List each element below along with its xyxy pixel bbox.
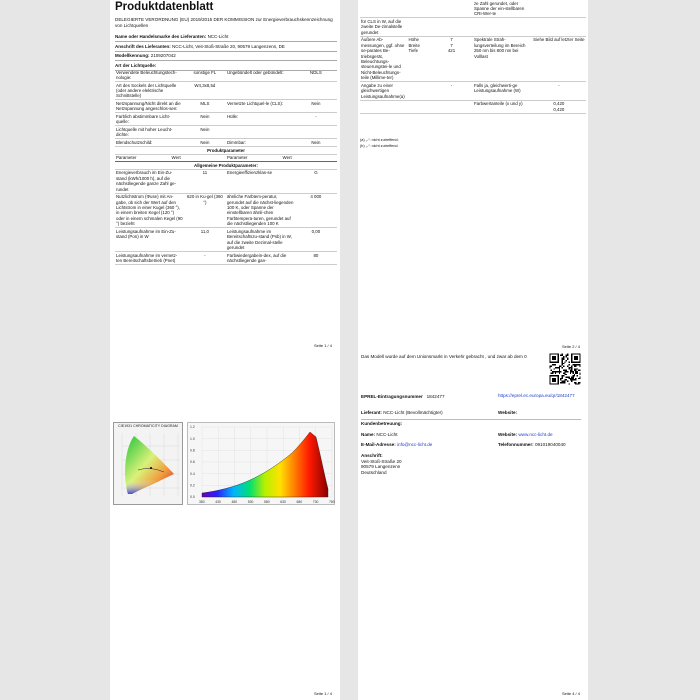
table-cell bbox=[295, 82, 337, 100]
table-cell: 11,0 bbox=[184, 228, 226, 252]
table-cell: - bbox=[295, 113, 337, 126]
params-table bbox=[115, 170, 337, 265]
table-cell: 0,00 bbox=[295, 228, 337, 252]
table-cell: Siehe Bild auf letzter Seite bbox=[532, 36, 586, 81]
table-cell: NDLS bbox=[295, 69, 337, 82]
table-cell bbox=[226, 82, 295, 100]
spectrum-svg bbox=[188, 423, 336, 506]
table-row bbox=[115, 252, 337, 265]
website-row: Website: bbox=[498, 410, 518, 415]
page-4 bbox=[358, 344, 588, 700]
table-cell: Energieverbrauch im Ein-Zu-stand (kWh/1000 h), auf die nächstliegende ganze Zahl ge-rundet bbox=[115, 170, 184, 193]
x-tick-label: 680 bbox=[296, 500, 303, 504]
page-1 bbox=[110, 0, 340, 352]
table-cell: - bbox=[430, 82, 473, 100]
table-cell: 620 in Ku-gel (360 °) bbox=[184, 193, 226, 228]
table-cell: - bbox=[532, 82, 586, 100]
spectrum-curve bbox=[202, 432, 328, 497]
y-tick-label: 0.0 bbox=[190, 495, 195, 500]
footnote: (a) „-“: nicht zutreffend; bbox=[360, 138, 399, 142]
table-cell bbox=[407, 100, 430, 113]
table-row bbox=[115, 100, 337, 113]
table-cell: 11 bbox=[184, 170, 226, 193]
column-header: Wert bbox=[171, 154, 227, 162]
table-cell bbox=[407, 18, 430, 36]
supplier-name-field: Name oder Handelsmarke des Lieferanten: NCC-Licht bbox=[115, 33, 337, 42]
page-title: Produktdatenblatt bbox=[115, 1, 214, 13]
page-footer-top: Seite 2 / 4 bbox=[561, 344, 580, 349]
table-cell: Nein bbox=[295, 100, 337, 113]
table-cell bbox=[430, 100, 473, 113]
table-cell: Farbwertanteile (x und y) bbox=[473, 100, 532, 113]
table-row bbox=[360, 0, 586, 18]
page-footer: Seite 1 / 4 bbox=[313, 691, 332, 696]
y-tick-label: 0.8 bbox=[190, 448, 195, 453]
table-cell: für CLS in W, auf die zweite De-zimalstelle gerundet bbox=[360, 18, 407, 36]
y-tick-label: 1.0 bbox=[190, 436, 195, 441]
page-2 bbox=[358, 0, 588, 352]
table-cell: Farbwiedergabein-dex, auf die nächstliegende gan- bbox=[226, 252, 295, 265]
x-tick-label: 730 bbox=[312, 500, 319, 504]
cie-title: CIE1931 CHROMATICITY DIAGRAM bbox=[118, 424, 178, 428]
care-website-row: Website: www.ncc-licht.de bbox=[498, 432, 553, 437]
page-3 bbox=[110, 352, 340, 700]
table-row bbox=[115, 170, 337, 193]
address-row: Anschrift: Veit-Stoß-Straße 20 90579 Langenzenn Deutschland bbox=[361, 453, 402, 475]
table-cell: 4 000 bbox=[295, 193, 337, 228]
email-row: E-Mail-Adresse: info@ncc-licht.de bbox=[361, 442, 433, 447]
table-cell: Leistungsaufnahme im Bereitschaftszu-stand (Psb) in W, auf die zweite Dezimal-stelle gerundet bbox=[226, 228, 295, 252]
x-tick-label: 780 bbox=[329, 500, 335, 504]
table-cell bbox=[430, 18, 473, 36]
email-link[interactable]: info@ncc-licht.de bbox=[397, 442, 433, 447]
table-row bbox=[115, 82, 337, 100]
table-cell: Farblich abstimmbare Licht-quelle: bbox=[115, 113, 184, 126]
y-tick-label: 0.2 bbox=[190, 483, 195, 488]
table-row bbox=[115, 126, 337, 139]
table-row bbox=[360, 100, 586, 113]
table-cell bbox=[532, 18, 586, 36]
table-cell bbox=[407, 82, 430, 100]
x-tick-label: 430 bbox=[215, 500, 221, 504]
table-cell: Verwendete Beleuchtungstech-nologie: bbox=[115, 69, 184, 82]
table-cell: 0,420 0,420 bbox=[532, 100, 586, 113]
table-cell: Spektrale Strah-lungsverteilung im Bereich 250 nm bis 800 nm bei Volllast bbox=[473, 36, 532, 81]
x-tick-label: 630 bbox=[280, 500, 286, 504]
table-cell: sonstige FL bbox=[184, 69, 226, 82]
column-header: Parameter bbox=[115, 154, 171, 162]
table-row bbox=[115, 113, 337, 126]
section-params: Produktparameter bbox=[115, 147, 337, 154]
cie-chromaticity-image bbox=[114, 428, 184, 504]
table-cell bbox=[360, 100, 407, 113]
table-cell: Höhe Breite Tiefe bbox=[407, 36, 430, 81]
table-cell: Äußere Ab-messungen, ggf. ohne se-parates Be-triebsgerät, Beleuchtungs-steuerungstei-le und Nicht-Beleuchtungs-teile (Millime-ter) bbox=[360, 36, 407, 81]
x-tick-label: 480 bbox=[231, 500, 238, 504]
website-link[interactable]: www.ncc-licht.de bbox=[518, 432, 553, 437]
table-cell: ze Zahl gerundet, oder Spanne der ein-stellbaren CRI-Wer-te bbox=[473, 0, 532, 18]
table-cell: Ungebündelt oder gebündelt: bbox=[226, 69, 295, 82]
table-cell: Nutzlichtstrom (Φuse) mit An-gabe, ob sich der Wert auf den Lichtstrom in einer Kugel (360 °), in einem breiten Kegel (120 °) oder in einem schmalen Kegel (90 °) bezieht bbox=[116, 194, 183, 227]
model-field: Modellkennung: 2109207042 bbox=[115, 52, 337, 61]
table-cell: Nein bbox=[184, 113, 226, 126]
table-cell: Falls ja, gleichwerti-ge Leistungsaufnahme (W) bbox=[473, 82, 532, 100]
table-cell: 80 bbox=[295, 252, 337, 265]
table-row bbox=[360, 18, 586, 36]
eprel-link[interactable]: https://eprel.ec.europa.eu/qr/1842477 bbox=[498, 393, 575, 398]
care-name-row: Name: NCC-Licht bbox=[361, 432, 398, 437]
table-row bbox=[360, 82, 586, 100]
column-header: Parameter bbox=[226, 154, 282, 162]
table-cell: W4,3x8,5d bbox=[184, 82, 226, 100]
x-tick-label: 380 bbox=[199, 500, 205, 504]
table-cell: Nein bbox=[184, 139, 226, 147]
table-cell: 7 7 421 bbox=[430, 36, 473, 81]
qr-code bbox=[548, 352, 582, 386]
regulation-subtitle: DELEGIERTE VERORDNUNG (EU) 2019/2015 DER KOMMISSION zur Energieverbrauchskennzeichnung von Lichtquellen bbox=[115, 17, 333, 28]
table-cell bbox=[473, 18, 532, 36]
product-table bbox=[115, 69, 337, 265]
divider bbox=[361, 419, 581, 420]
page-footer: Seite 4 / 4 bbox=[561, 691, 580, 696]
table-cell bbox=[226, 126, 295, 139]
x-tick-label: 530 bbox=[247, 500, 254, 504]
table-cell: MLS bbox=[184, 100, 226, 113]
light-source-table bbox=[115, 69, 337, 147]
phone-row: Telefonnummer: 091019040040 bbox=[498, 442, 566, 447]
table-cell bbox=[360, 0, 407, 18]
table-cell: Netzspannung/Nicht direkt an die Netzspannung angeschlos-sen: bbox=[115, 100, 184, 113]
footnote: (b) „-“: nicht zutreffend. bbox=[360, 144, 399, 148]
table-row bbox=[115, 193, 337, 228]
y-tick-label: 0.4 bbox=[190, 471, 195, 476]
page-footer: Seite 1 / 4 bbox=[313, 343, 332, 348]
supplier-fields bbox=[115, 33, 337, 71]
table-cell: ähnliche Farbtem-peratur, gerundet auf die nächst-liegenden 100 K, oder Spanne der einstellbaren ähnli-chen Farbtempera-turen, gerundet auf die nächstliegenden 100 K bbox=[226, 194, 294, 227]
market-banner: Das Modell wurde auf dem Unionsmarkt in Verkehr gebracht , und zwar ab dem 0 bbox=[361, 354, 527, 359]
table-cell: G bbox=[295, 170, 337, 193]
table-cell: Angabe zu einer gleichwertigen Leistungsaufnahme(a) bbox=[360, 82, 407, 100]
table-row bbox=[115, 228, 337, 252]
x-tick-label: 580 bbox=[264, 500, 270, 504]
supplier-address-field: Anschrift des Lieferanten: NCC-Licht, Veit-Stoß-Straße 20, 90579 Langenzenn, DE bbox=[115, 42, 337, 51]
table-cell: Blendschutzschild: bbox=[115, 139, 184, 147]
column-header: Wert bbox=[282, 154, 338, 162]
table-cell: Vernetzte Lichtquel-le (CLS): bbox=[226, 100, 295, 113]
chromaticity-point bbox=[150, 467, 152, 469]
table-cell: Leistungsaufnahme im Ein-Zu-stand (Pon) in W bbox=[115, 228, 184, 252]
spectrum-chart bbox=[187, 422, 335, 505]
table-row bbox=[360, 36, 586, 81]
supplier-row: Lieferant: NCC-Licht (Bevollmächtigter) bbox=[361, 410, 443, 415]
footnotes bbox=[360, 137, 586, 149]
table-cell: Energieeffizienzklas-se bbox=[226, 170, 295, 193]
table-cell bbox=[407, 0, 430, 18]
y-tick-label: 0.6 bbox=[190, 460, 195, 465]
table-cell bbox=[532, 0, 586, 18]
eprel-row: EPREL-Eintragungsnummer 1842477 bbox=[361, 394, 445, 399]
cie-diagram bbox=[113, 422, 183, 505]
customer-care-heading: Kundenbetreuung: bbox=[361, 421, 403, 426]
table-row bbox=[115, 139, 337, 147]
table-cell: Hülle: bbox=[226, 113, 295, 126]
section-general: Allgemeine Produktparameter: bbox=[115, 162, 337, 170]
table-cell: Lichtquelle mit hoher Leucht-dichte: bbox=[115, 126, 184, 139]
table-cell: - bbox=[184, 252, 226, 265]
table-cell: Nein bbox=[184, 126, 226, 139]
table-cell: Dimmbar: bbox=[226, 139, 295, 147]
table-row bbox=[115, 69, 337, 82]
table-cell bbox=[430, 0, 473, 18]
light-source-type-field: Art der Lichtquelle: bbox=[115, 61, 337, 70]
y-tick-label: 1.2 bbox=[190, 425, 195, 430]
table-cell: Art des Sockels der Lichtquelle (oder andere elektrische Schnittstelle) bbox=[115, 82, 184, 100]
table-cell bbox=[295, 126, 337, 139]
params-header-table bbox=[115, 147, 337, 170]
table-cell: Leistungsaufnahme im vernetz-ten Bereitschaftsbetrieb (Pnet) bbox=[115, 252, 184, 265]
table-cell: Nein bbox=[295, 139, 337, 147]
params-continued-table bbox=[360, 0, 586, 114]
